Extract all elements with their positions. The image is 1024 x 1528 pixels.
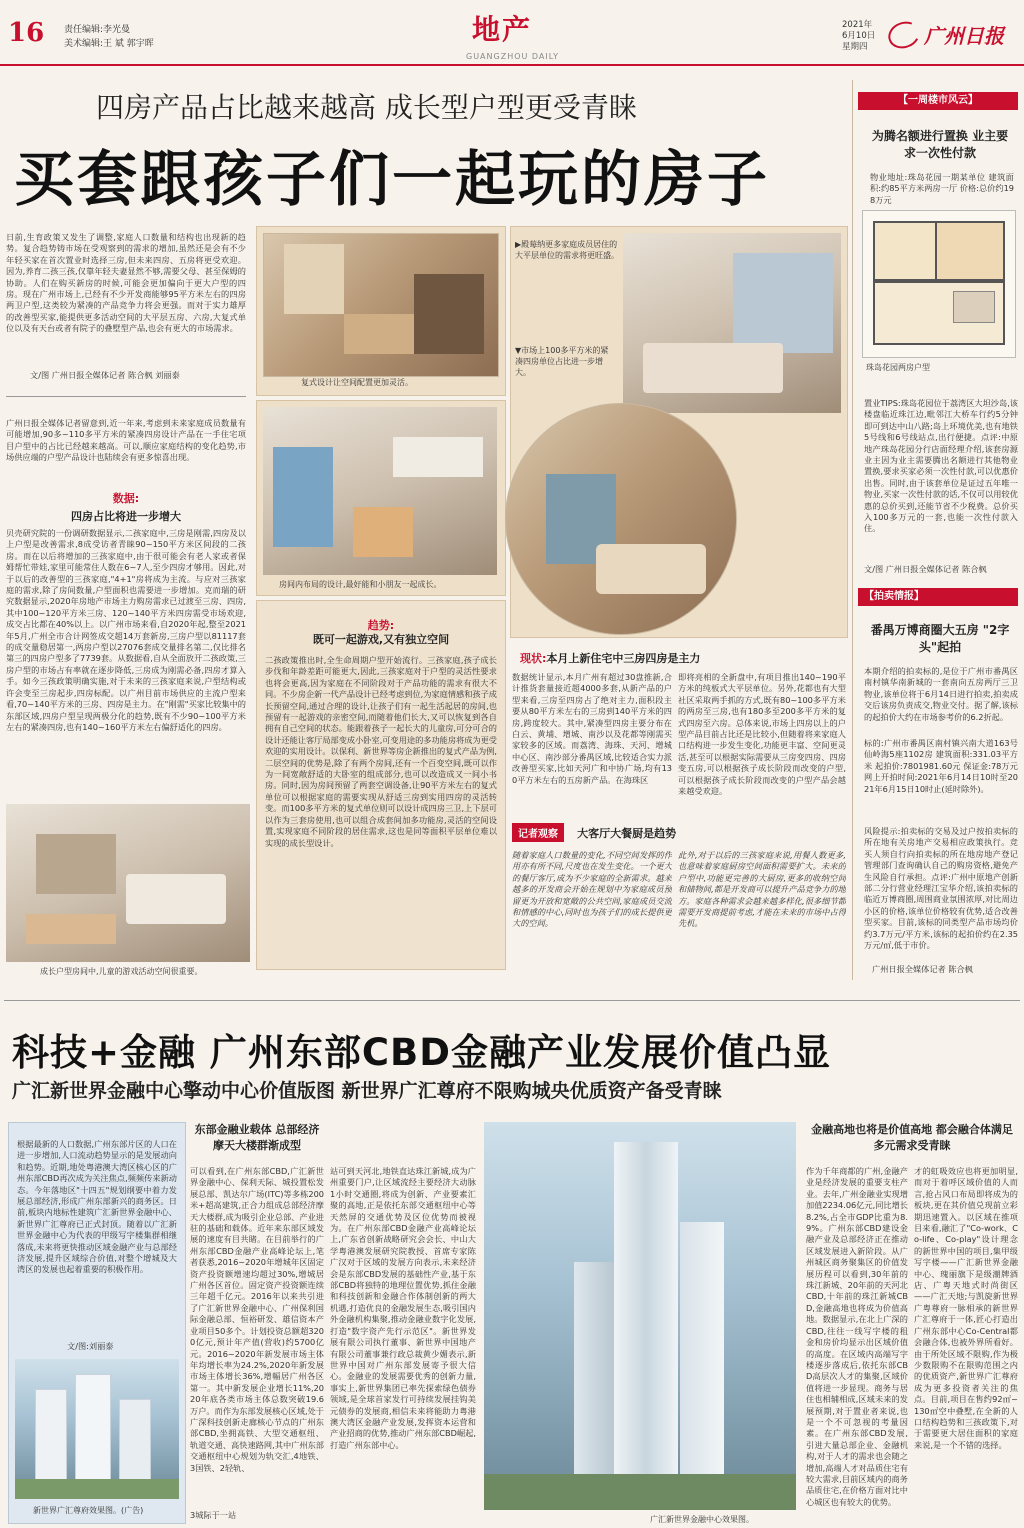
bottom-lead-box [8,1122,186,1524]
editor-line-2: 美术编辑:王 斌 郭宇晖 [64,39,154,49]
kids-room-photo [263,407,497,575]
trend-label: 趋势: [367,619,395,632]
box2-body: 本期介绍的拍卖标的,是位于广州市番禺区南村镇华南新城的一套南向五房两厅三卫物业,该单位将于6月14日进行拍卖,拍卖成交后该房负责成交,物业交付。据了解,该标的起拍价大约在市场参考价的6.2折起。 [864,666,1018,722]
date-weekday: 星期四 [842,42,868,52]
box1-title: 【一周楼市风云】 [898,95,978,106]
apartment-photo-a [623,233,841,413]
status-heading-row [520,650,846,666]
residence-render-caption: 新世界广汇尊府效果图。(广告) [33,1506,144,1515]
top-story-byline: 文/图 广州日报全媒体记者 陈合枫 刘丽泰 [30,370,180,380]
kids-room-caption: 房间内布局的设计,最好能和小朋友一起成长。 [279,580,442,589]
bottom-story-title: 科技+金融 广州东部CBD金融产业发展价值凸显 [12,1031,831,1074]
col-c-text-1: 作为千年商都的广州,金融产业是经济发展的重要支柱产业。去年,广州金融业实现增加值2234.06亿元,同比增长8.2%,占全市GDP比重为8.9%。广州东部CBD建设金融产业及总部经济正在推动区域发展进入新阶段。从广州城区商务聚集区的价值发展历程可以看到,30年前的珠江新城、20年前的天河北CBD,十年前的珠江新城CBD,金融高地也将成为价值高地。数据显示,在北上广深的CBD,往往一线写字楼的租金和房价均显示出区域价值的高度。在区域内高端写字楼逐步落成后,依托东部CBD高层次人才的集聚,区域价值将进一步显现。商务与居住也相辅相成,区域未来的发展预期,对于置业者来说,也是一个不可忽视的考量因素。在广州东部CBD发展,引进大量总部企业、金融机构,对于人才的需求也会随之增加,高端人才对品质住宅有较大需求,目前区域内的商务品质住宅,在价格方面对比中心城区也有较大的优势。 [806,1166,908,1507]
apartment-photo-b [505,403,737,635]
duplex-photo [263,233,499,377]
date-year: 2021年 [842,20,873,30]
section-subtitle: GUANGZHOU DAILY [466,52,560,61]
col-c-text-2: 才的虹吸效应也将更加明显,而对于着呼区域价值的人而言,抢占风口布局即将成为的板块,更在其价值兑现前立彩期迅速置入。以区域在推项目来看,融汇了"Co-work、Co-life、Co-play"设计理念的新世界中国的项目,集甲级写字楼——广汇新世界金融中心、瑰丽旗下是级潮牌酒店、广粤天地式时尚街区——广汇天地;与凯旋新世界广粤尊府一脉相承的新世界广汇尊府于一体,匠心打造出广州东部中心Co-Central都会融合体,也被外界所看好。由于所处区域不限购,作为极少数限购不在限购范围之内的优质资产,新世界广汇尊府成为更多投资者关注的焦点。目前,项目在售约92㎡~130㎡空中叠墅,在全新的人口结构趋势和三孩政策下,对于需要更大居住面积的家庭来说,是一个不错的选择。 [914,1166,1018,1450]
paper-logo-icon [885,17,924,52]
divider [6,396,246,397]
bottom-story-subtitle: 广汇新世界金融中心擎动中心价值版图 新世界广汇尊府不限购城央优质资产备受青睐 [12,1080,722,1102]
duplex-photo-frame [256,226,506,396]
trend-body: 二孩政策推出时,全生命周期户型开始流行。三孩家庭,孩子成长步伐和年龄差距可能更大,因此,三孩家庭对于户型的灵活性要求也将会更高,因为家庭在不同阶段对于产品功能的需求有很大不同。不少房企新一代产品设计已经考虑到位,为家庭情感和孩子成长预留空间,通过合理的设计,让孩子们有一起生活起居的房间,也预留有一起游戏的亲密空间,而随着他们长大,又可以恢复到各自拥有自己空间的状态。能跟着孩子一起长大的儿童房,可分可合的设计还能让客厅局部变成小卧室,可变用途的多功能房将成为更受欢迎的实用设计。以保利、新世界等房企新推出的复式产品为例,二层空间的优势是,除了有两个房间,还有一个百变空间,既可以作为一间宽敞舒适的大卧室的组成部分,也可以改造成又一间小书房。同时,因为房间预留了两套空调设备,让90平方米左右的复式单位可以根据家庭的需要实现从舒适三房到实用四房的灵活转变。而100多平方米的复式单位则可以设计成四房三卫,上下层可以作为三套房使用,也可以组合成套间加多功能房,灵活的空间设置,实现家庭不同阶段的居住需求,这也是同等面积平层单位难以实现的成长型设计。 [265,655,497,848]
data-section-body: 贝壳研究院的一份调研数据显示,二孩家庭中,三房是刚需,四房及以上户型是改善需求,8成受访者青睐90~150平方米区间段的二孩房。而在以后将增加的三孩家庭中,由于很可能会有老人家或者保姆帮忙带娃,家里可能常住人数在6~7人,至少四房才够用。因此,对于以后的改善型的三孩家庭,"4+1"房将成为主流。与应对三孩家庭的需求,除了房间数量,户型面积也需要进一步增加。克而瑞的研究数据显示,2020年房地产市场主力购房需求已过渡至三房、四房,其中100~120平方米三房、120~140平方米四房需受市场欢迎,成交占比都在40%以上。以广州市场来看,自2020年起,整至2021年5月,广州全市合计网签成交超14万套新房,三房户型以81117套的成交量稳居第一,两房户型以27076套成交量排名第二,仅比排名第三的四房户型多了7739套。从数据看,自从全面放开二孩政策,三房户型的市场占有率就在逐步降低,三房成为刚需必备,四房才算入手。如今三孩政策明确实施,对于未来的三孩家庭来说,户型结构或许会变至三房起步,四房标配。以广州目前市场供应的主流户型来看,70~140平方米的三房、四房是主力。在"刚需"买家比较集中的东部区域,四房户型呈现两极分化的趋势,既有不少90~100平方米左右的紧凑四房,也有140~160平方米左右偏舒适化的四房。 [6,528,246,732]
observe-label: 记者观察 [512,823,564,842]
box2-note: 风险提示:拍卖标的交易及过户按拍卖标的所在地有关房地产交易相应政策执行。竞买人须自行向拍卖标的所在地房地产登记管理部门查询确认自己的购房资格,避免产生风险自行承担。点评:广州中原地产创新部二分行营业经理江宝华介绍,该拍卖标的临近万博商圈,周围商业氛围浓厚,对比周边小区的价格,该单位价格较有优势,适合改善型买家。目前,该标的同类型产品市场均价约3.7万元/平方米,该标的起拍价约在2.35万元/㎡,低于市价。 [864,826,1018,951]
paper-name: 广州日报 [924,24,1004,48]
top-story-intro: 广州日报全媒体记者留意到,近一年来,考虑到未来家庭成员数量有可能增加,90多~110多平方米的紧凑四房设计产品在一手住宅项目户型中的占比已经越来越高。可以,顺应家庭结构的变化趋势,市场供应端的户型产品设计也陆续会有更多惊喜出现。 [6,418,246,463]
finance-center-caption: 广汇新世界金融中心效果图。 [650,1515,754,1524]
bottom-lead: 根据最新的人口数据,广州东部片区的人口在进一步增加,人口流动趋势显示的是发展动向和趋势。近期,地处粤港澳大湾区核心区的广州东部CBD再次成为关注焦点,频频传来新动态。今年落地区"十四五"规划纲要中着力发展总部经济,形成广州东部新兴的商务区。日前,板块内地标性建筑广汇新世界金融中心、新世界广汇尊府已正式封顶。随着以广汇新世界金融中心为代表的甲级写字楼集群相继落成,未来将更快推动区域金融产业与总部经济发展,提升区域综合价值,对整个增城及大湾区的发展也起着重要的积极作用。 [17,1139,177,1275]
editor-line-1: 责任编辑:李光曼 [64,25,131,35]
status-label: 现状: [520,652,547,665]
trend-heading: 既可一起游戏,又有独立空间 [312,633,450,646]
section-separator [4,1000,1020,1001]
apartment-photo-frame [510,226,848,638]
box2-byline: 广州日报全媒体记者 陈合枫 [872,964,973,974]
data-label: 数据: [112,492,140,505]
observe-col1: 随着家庭人口数量的变化,不同空间发挥的作用亦有所不同,尺度也在发生变化。一个更大的餐厅客厅,成为不少家庭的全新需求。越来越多的开发商会开始在规划中为家庭成员预留更为开放和宽敞的公共空间,家庭成员交流和情感的中心,同时也为孩子们的成长提供更大的空间。 [512,850,672,929]
masthead-rule [0,64,1024,66]
floorplan-image [862,210,1016,358]
floorplan-caption: 珠岛花园两房户型 [866,363,930,372]
residence-render-photo [15,1359,179,1499]
masthead [0,0,1024,66]
living-room-photo [6,804,250,962]
top-story-lead: 日前,生育政策又发生了调整,家庭人口数量和结构也出现新的趋势。复合趋势铸市场在受观察到的需求的增加,虽然还是会有不少年轻买家在首次置业时选择三房,但未来四房、五房将更受欢迎。因为,养育二孩三孩,仅靠年轻夫妻显然不够,需要父母、甚至保姆的协助。人们在购买新房的时候,可能会更加偏向于更大户型的四房。现在广州市场上,已经有不少开发商能够95平方米左右的四房两卫户型,这类较为紧凑的产品竞争力将会更强。而对于实力雄厚的改善型买家,能提供更多活动空间的大平层五房、六房,大复式单位以及有天台或者有院子的叠墅型产品,也会有更大的市场需求。 [6,232,246,334]
date-day: 6月10日 [842,31,876,41]
col-a-text-2: 3城际于一站 [190,1510,237,1520]
box1-tips: 置业TIPS:珠岛花园位于荔湾区大坦沙岛,该楼盘临近珠江边,毗邻江大桥车行约5分钟即可到达中山八路;岛上环境优美,也有地铁5号线和6号线站点,出行便捷。点评:中原地产珠岛花园分行店面经理介绍,该套房源业主因为业主需要腾出名额进行其他物业置换,要求买家必须一次性付款,可以优惠价出售。同时,由于该套单位是证过五年唯一物业,买家一次性付款的话,不仅可以用较优惠的总价买到,还能节省不少税费。总价买入100多万元的一套,也能一次性付款入住。 [864,398,1018,534]
box1-info: 物业地址:珠岛花园一期某单位 建筑面积:约85平方米两房一厅 价格:总价约198万元 [870,172,1014,205]
status-body-col2: 即将亮相的全新盘中,有项目推出140~190平方米的纯板式大平层单位。另外,花都也有大型社区采取两手抓的方式,既有80~100多平方米的两房至三房,也有180多至200多平方米的复式四房至六房。总体来说,市场上四房以上的户型产品目前占比还是比较小,但随着将来家庭人口结构进一步发生变化,功能更丰富、空间更灵活,甚至可以根据实际需要从三房变四房、四房变五房,可以根据孩子成长阶段而改变的户型,可以根据孩子成长阶段而改变的户型产品会越来越受欢迎。 [678,672,846,797]
observe-heading: 大客厅大餐厨是趋势 [577,827,677,840]
page-number: 16 [8,18,45,48]
box1-byline: 文/图 广州日报全媒体记者 陈合枫 [864,564,987,574]
section-title: 地产 [472,13,533,46]
trend-box [256,600,506,970]
apartment-caption-b: ▼市场上100多平方米的紧凑四房单位占比进一步增大。 [515,346,609,377]
col-a-text-1: 可以看到,在广州东部CBD,广汇新世界金融中心、保利天际、城投置松发展总部、凯达尔广场(ITC)等多栋200米+超高建筑,正合力组成总部经济摩天大楼群,成为吸引企业总部、产业进驻的基础和载体。近年来东部区域发展的速度有目共睹。在目前举行的广州东部CBD金融产业高峰论坛上,笔者获悉,2016~2020年增城年区固定资产投资额增速均超过30%,增城居广州各区首位。固定资产投资额连续三年超千亿元。2016年以来共引进了广汇新世界金融中心、广州保利国际金融总部、恒裕研发、雄信资本产业项目50多个。计划投资总额超3200亿元,预计年产值(营收)约5700亿元。2016~2020年新发展市场主体年均增长率为24.2%,2020年新发展市场主体增长36%,增幅居广州各区第一。其中新发展企业增长11%,2020年底各类市场主体总数突破19.6万户。而作为东部发展核心区域,处于广深科技创新走廊核心节点的广州东部CBD,坐拥高铁、大型交通枢纽、轨道交通、高快速路网,其中广州东部交通枢纽中心规划为轨交汇,4地铁、3国铁、2轻轨、 [190,1166,324,1473]
col-c-heading: 金融高地也将是价值高地 都会融合体满足多元需求受青睐 [811,1123,1013,1152]
living-room-caption: 成长户型房间中,儿童的游戏活动空间很重要。 [40,967,203,976]
observe-heading-row [512,822,846,842]
box1-title-bar [858,92,1018,110]
col-a-heading: 东部金融业载体 总部经济摩天大楼群渐成型 [194,1123,320,1152]
finance-center-render-photo [484,1122,796,1510]
duplex-caption: 复式设计让空间配置更加灵活。 [301,378,413,387]
top-story-title: 买套跟孩子们一起玩的房子 [14,145,770,215]
top-story-subtitle: 四房产品占比越来越高 成长型户型更受青睐 [96,91,637,124]
box2-info: 标的:广州市番禺区南村镇兴南大道163号仙岭海5座1102房 建筑面积:331.03平方米 起拍价:7801981.60元 保证金:78万元 网上开拍时间:2021年6月14日10时至2021年6月15日10时止(延时除外)。 [864,738,1018,794]
observe-col2: 此外,对于以后的三孩家庭来说,用餐人数更多,也意味着家庭厨房空间面积需要扩大。未来的户型中,功能更完善的大厨房,更多的收纳空间和储物间,都是开发商可以提升产品竞争力的地方。家庭各种需求会越来越多样化,很多细节都需要开发商提前考虑,才能在未来的市场中占得先机。 [678,850,846,929]
bottom-lead-byline: 文/图:刘丽泰 [67,1341,114,1351]
apartment-caption-a: ▶殿莓纳更多家庭成员居住的大平层单位的需求将更旺盛。 [515,240,619,260]
data-heading: 四房占比将进一步增大 [71,510,181,523]
status-body-col1: 数据统计显示,本月广州有超过30盘推新,合计推货套量接近超4000多套,从新产品的户型来看,三房至四房占了绝对主力,面积段主要从80平方米左右的三房到140平方米的四房,跨度较大。其中,紧凑型四房主要分布在白云、黄埔、增城、南沙以及花都等刚需买家较多的区域。而荔湾、海珠、天河、增城中心区、南沙部分番禺区域,比较适合实力派改善型买家,比如天河广和中协广场,均有130平方米左右的五房新产品。在海珠区 [512,672,672,785]
col-b-text: 站可到天河北,地铁直达珠江新城,成为广州重要门户,让区域流经主要经济大动脉1小时交通圈,将成为创新、产业要素汇聚的高地,正是依托东部交通枢纽中心等天然屏的交通优势及区位优势而被视为。在广州东部CBD金融产业高峰论坛上,广东省创新战略研究会会长、中山大学粤港澳发展研究院教授、首席专家陈广汉对于区域的发展方向表示,未来经济会是东部CBD发展的基础性产业,基于东部CBD将独特的地理位置优势,抓住金融和科技创新和金融合作体制创新的两大机遇,打造优良的金融发展生态,吸引国内外金融机构集聚,推动金融业数字化发展,打造"数字资产先行示范区"。新世界发展有限公司执行董事、新世界中国地产有限公司董事兼行政总裁黄少媚表示,新世界中国对广州东部发展寄予很大信心。金融业的发展需要优秀的创新力量,事实上,新世界集团已率先探索绿色债券领域,是全球首家发行可持续发展挂钩美元债券的发展商,相信未来将能助力粤港澳大湾区金融产业发展,发挥资本运营和产业招商的优势,推动广州东部CBD崛起,打造广州东部中心。 [330,1166,476,1450]
box2-title-bar [858,588,1018,606]
status-heading: 本月上新住宅中三房四房是主力 [546,652,701,665]
data-section-heading [6,490,246,524]
box1-heading: 为腾名额进行置换 业主要求一次性付款 [871,129,1009,160]
box2-heading: 番禺万博商圈大五房 "2字头"起拍 [870,623,1010,654]
column-divider [852,80,853,980]
kids-room-photo-frame [256,400,506,596]
box2-title: 【拍卖情报】 [864,591,924,602]
